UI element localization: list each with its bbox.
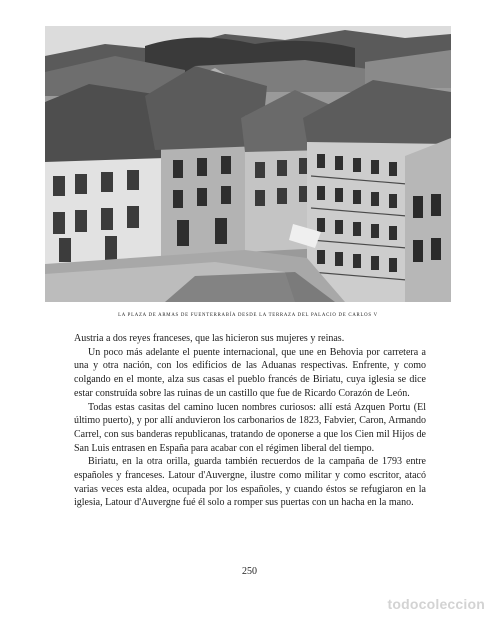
paragraph: Biriatu, en la otra orilla, guarda también recuerdos de la campaña de 1793 entre españoles y franceses. Latour d'Auvergne, ilustre como militar y como escritor, atacó varias veces esta aldea, ocupada por los españoles, y cuando éstos se refugiaron en la iglesia, Latour d'Auvergne fué él solo a romper sus puertas con un hacha en la mano. — [74, 456, 426, 509]
photo-caption: LA PLAZA DE ARMAS DE FUENTERRABÍA DESDE LA TERRAZA DEL PALACIO DE CARLOS V — [118, 313, 378, 318]
paragraph: Un poco más adelante el puente internacional, que une en Behovia por carretera a una y otra nación, con los edificios de las Aduanas respectivas. Enfrente, y como colgando en el monte, alza sus casas el pueblo francés de Biriatu, cuya iglesia se dice estar construída sobre las ruinas de un castillo que fue de Ricardo Corazón de León. — [74, 346, 426, 399]
page-number: 250 — [242, 566, 257, 577]
paragraph: Todas estas casitas del camino lucen nombres curiosos: allí está Azquen Portu (El último puerto), y por allí anduvieron los carbonarios de 1823, Fabvier, Caron, Armando Carrel, con sus banderas republicanas, tratando de oponerse a que los Cien mil Hijos de San Luis entrasen en España para acabar con el régimen liberal del tiempo. — [74, 401, 426, 454]
paragraph: Austria a dos reyes franceses, que las hicieron sus mujeres y reinas. — [74, 333, 345, 344]
body-text — [74, 332, 426, 510]
plaza-photo — [45, 26, 451, 302]
watermark: todocoleccion — [387, 596, 485, 612]
